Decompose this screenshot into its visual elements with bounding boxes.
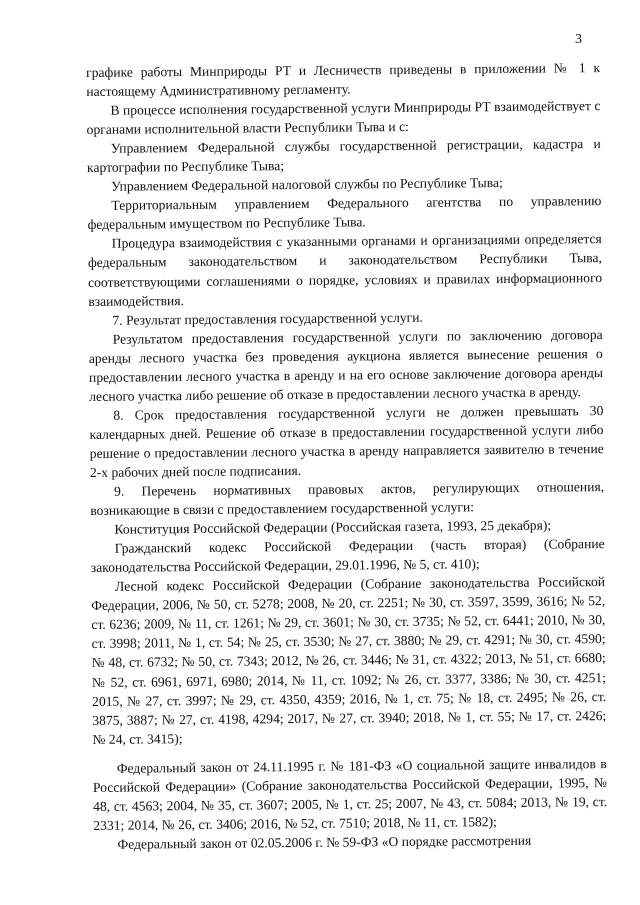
paragraph: Территориальным управлением Федерального агентства по управлению федеральным имуществом по Республике Тыва.: [87, 193, 602, 233]
paragraph: Лесной кодекс Российской Федерации (Собрание законодательства Российской Федерации, 2006, № 50, ст. 5278; 2008, № 20, ст. 2251; № 30, ст. 3597, 3599, 3616; № 52, ст. 6236; 2009, № 11, ст. 1261; № 29, ст. 3601; № 30, ст. 3735; № 52, ст. 6441; 2010, № 30, ст. 3998; 2011, № 1, ст. 54; № 25, ст. 3530; № 27, ст. 3880; № 29, ст. 4291; № 30, ст. 4590; № 48, ст. 6732; № 50, ст. 7343; 2012, № 26, ст. 3446; № 31, ст. 4322; 2013, № 51, ст. 6680; № 52, ст. 6961, 6971, 6980; 2014, № 11, ст. 1092; № 26, ст. 3377, 3386; № 30, ст. 4251; 2015, № 27, ст. 3997; № 29, ст. 4350, 4359; 2016, № 1, ст. 75; № 18, ст. 2495; № 26, ст. 3875, 3887; № 27, ст. 4198, 4294; 2017, № 27, ст. 3940; 2018, № 1, ст. 55; № 17, ст. 2426; № 24, ст. 3415);: [91, 574, 607, 747]
paragraph: Управлением Федеральной налоговой службы по Республике Тыва;: [111, 175, 503, 195]
paragraph: В процессе исполнения государственной услуги Минприроды РТ взаимодействует с органами исполнительной власти Республики Тыва и с:: [86, 98, 601, 138]
paragraph: Конституция Российской Федерации (Российская газета, 1993, 25 декабря);: [114, 517, 552, 537]
paragraph: графике работы Минприроды РТ и Лесничеств приведены в приложении № 1 к настоящему Административному регламенту.: [86, 60, 601, 100]
section-heading: 7. Результат предоставления государственной услуги.: [112, 309, 423, 328]
paragraph: 8. Срок предоставления государственной услуги не должен превышать 30 календарных дней. Решение об отказе в предоставлении государственной услуги либо решение о предоставлении лесного участка в аренду направляется заявителю в течение 2-х рабочих дней после подписания.: [89, 402, 604, 480]
paragraph: Процедура взаимодействия с указанными органами и организациями определяется федеральным законодательством и законодательством Республики Тыва, соответствующими соглашениями о порядке, условиях и правилах информационного взаимодействия.: [87, 231, 603, 309]
paragraph: Результатом предоставления государственной услуги по заключению договора аренды лесного участка без проведения аукциона является вынесение решения о предоставлении лесного участка в аренду и на его основе заключение договора аренды лесного участка либо решение об отказе в предоставлении лесного участка в аренду.: [88, 326, 604, 404]
paragraph: Управлением Федеральной службы государственной регистрации, кадастра и картографии по Республике Тыва;: [86, 136, 601, 176]
document-body: [86, 58, 608, 854]
paragraph: Федеральный закон от 02.05.2006 г. № 59-ФЗ «О порядке рассмотрения: [117, 832, 532, 852]
paragraph: Гражданский кодекс Российской Федерации (часть вторая) (Собрание законодательства Российской Федерации, 29.01.1996, № 5, ст. 410);: [90, 536, 605, 576]
paragraph: 9. Перечень нормативных правовых актов, регулирующих отношения, возникающие в связи с предоставлением государственной услуги:: [90, 479, 605, 519]
paragraph: Федеральный закон от 24.11.1995 г. № 181-ФЗ «О социальной защите инвалидов в Российской Федерации» (Собрание законодательства Российской Федерации, 1995, № 48, ст. 4563; 2004, № 35, ст. 3607; 2005, № 1, ст. 25; 2007, № 43, ст. 5084; 2013, № 19, ст. 2331; 2014, № 26, ст. 3406; 2016, № 52, ст. 7510; 2018, № 11, ст. 1582);: [92, 755, 608, 833]
page-number: 3: [575, 32, 582, 47]
